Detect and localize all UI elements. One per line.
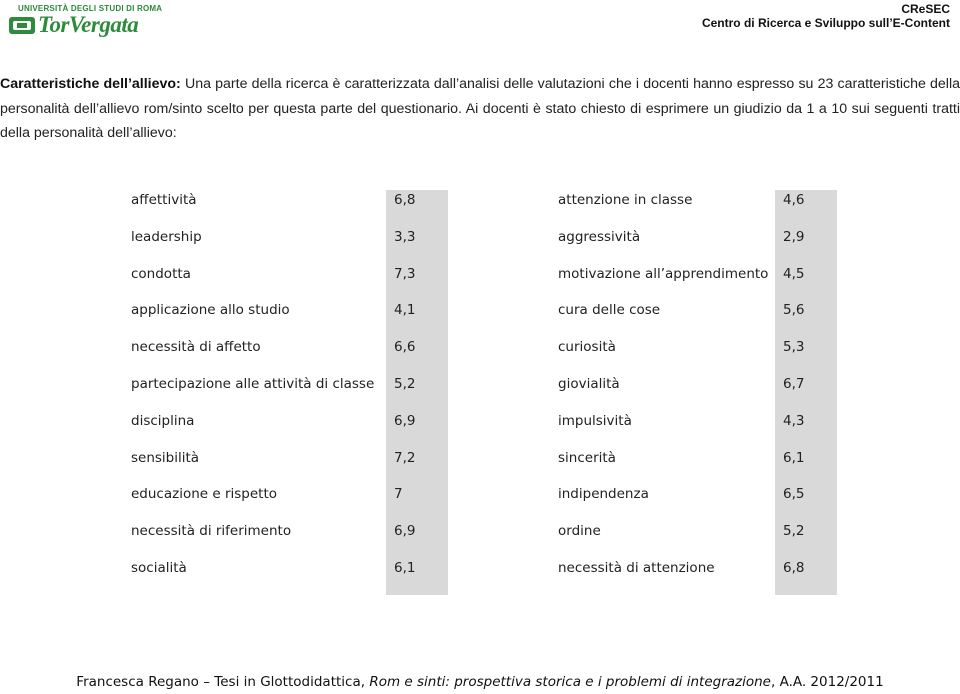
trait-score: 6,7 xyxy=(783,376,805,392)
trait-score: 6,1 xyxy=(783,449,805,466)
trait-score: 5,2 xyxy=(394,376,416,392)
org-short-name: CReSEC xyxy=(901,2,950,16)
trait-label: necessità di attenzione xyxy=(558,560,715,576)
footer-year: , A.A. 2012/2011 xyxy=(770,674,884,690)
trait-score: 6,1 xyxy=(394,560,416,576)
trait-label: educazione e rispetto xyxy=(131,486,278,503)
trait-label: applicazione allo studio xyxy=(131,302,290,319)
trait-score: 6,8 xyxy=(783,560,805,576)
trait-score: 4,1 xyxy=(394,302,416,319)
trait-score: 5,3 xyxy=(783,339,805,356)
trait-score: 5,2 xyxy=(783,523,805,540)
trait-score: 4,3 xyxy=(783,412,805,429)
trait-label: indipendenza xyxy=(558,486,649,503)
page-footer xyxy=(0,674,960,690)
trait-score: 5,6 xyxy=(783,302,805,319)
trait-score: 7,3 xyxy=(394,265,416,282)
trait-label: socialità xyxy=(131,560,187,576)
trait-label: ordine xyxy=(558,523,601,540)
trait-label: disciplina xyxy=(131,412,195,429)
trait-score: 4,5 xyxy=(783,265,805,282)
trait-label: necessità di riferimento xyxy=(131,523,292,540)
trait-label: motivazione all’apprendimento xyxy=(558,265,769,282)
intro-paragraph xyxy=(0,72,960,146)
trait-label: partecipazione alle attività di classe xyxy=(131,376,375,392)
trait-score: 6,9 xyxy=(394,412,416,429)
footer-author: Francesca Regano – Tesi in Glottodidattica, xyxy=(76,674,370,690)
intro-body: Una parte della ricerca è caratterizzata dall’analisi delle valutazioni che i docenti hanno espresso su 23 caratteristiche della personalità dell’allievo rom/sinto scelto per questa parte del questionario. Ai docenti è stato chiesto di esprimere un giudizio da 1 a 10 sui seguenti tratti della personalità dell’allievo: xyxy=(0,76,960,141)
trait-score: 6,8 xyxy=(394,192,416,208)
trait-score: 6,6 xyxy=(394,339,416,356)
trait-label: sincerità xyxy=(558,449,616,466)
footer-title: Rom e sinti: prospettiva storica e i problemi di integrazione xyxy=(369,674,771,690)
trait-label: giovialità xyxy=(558,376,620,392)
trait-label: attenzione in classe xyxy=(558,192,693,208)
trait-score: 6,5 xyxy=(783,486,805,503)
trait-label: aggressività xyxy=(558,228,641,245)
org-full-name: Centro di Ricerca e Sviluppo sull’E-Content xyxy=(701,16,950,30)
trait-label: affettività xyxy=(131,192,197,208)
trait-score: 7 xyxy=(394,486,403,503)
trait-label: leadership xyxy=(131,228,202,245)
trait-label: condotta xyxy=(131,265,191,282)
trait-score: 2,9 xyxy=(783,228,805,245)
trait-label: curiosità xyxy=(558,339,616,356)
header-org xyxy=(702,2,950,30)
trait-score: 3,3 xyxy=(394,228,416,245)
trait-score: 7,2 xyxy=(394,449,416,466)
trait-label: necessità di affetto xyxy=(131,339,261,356)
intro-lead: Caratteristiche dell’allievo: xyxy=(0,76,181,92)
university-logo xyxy=(8,4,198,38)
trait-score: 4,6 xyxy=(783,192,805,208)
trait-label: sensibilità xyxy=(131,449,200,466)
trait-label: cura delle cose xyxy=(558,302,661,319)
university-emblem-icon xyxy=(8,14,36,36)
logo-university-text: UNIVERSITÀ DEGLI STUDI DI ROMA xyxy=(18,4,163,13)
trait-score: 6,9 xyxy=(394,523,416,540)
trait-label: impulsività xyxy=(558,412,632,429)
logo-torvergata-text: TorVergata xyxy=(38,12,139,37)
